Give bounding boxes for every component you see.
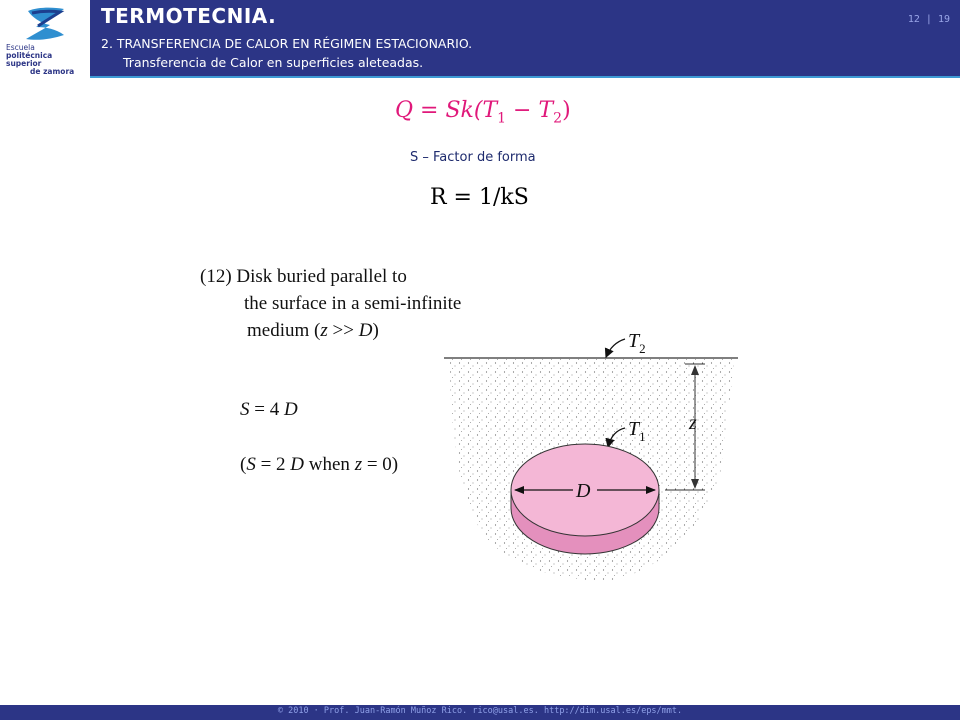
l3-mid: >> [327, 320, 359, 341]
label-t1: $T_1$ [628, 418, 646, 444]
shape-factor-surface-formula [240, 454, 398, 476]
page-number: 12 | 19 [907, 14, 950, 25]
logo-line-1: Escuela [6, 43, 35, 52]
l3-z: z [320, 320, 328, 341]
case-title-line-1: (12) Disk buried parallel to [200, 266, 407, 287]
resistance-equation: R = 1/kS [430, 185, 529, 210]
l3-d: D [358, 320, 373, 341]
logo-swoosh-icon [22, 5, 70, 45]
footer-credits: © 2010 · Prof. Juan-Ramón Muñoz Rico. rico@usal.es. http://dim.usal.es/eps/mmt. [277, 706, 683, 716]
case-title-line-3 [247, 320, 379, 342]
label-t2: $T_2$ [628, 330, 646, 356]
s2-d: D [290, 454, 305, 475]
s1-d: D [283, 399, 298, 420]
label-z: z [689, 412, 697, 434]
s2-when: when [304, 454, 355, 475]
course-title: TERMOTECNIA. [101, 4, 277, 28]
label-d: D [576, 480, 591, 502]
logo-line-3: de zamora [30, 67, 75, 76]
case-title-line-2: the surface in a semi-infinite [244, 293, 462, 314]
eq1-sub2: 2 [553, 110, 563, 127]
eq1-mid: − T [506, 98, 554, 123]
shape-factor-label: S – Factor de forma [410, 150, 536, 165]
logo-text [6, 44, 90, 76]
header-accent-line [90, 76, 960, 78]
s1-mid: = 4 [249, 399, 284, 420]
shape-factor-formula [240, 399, 298, 421]
eq1-main: Q = Sk(T [395, 98, 498, 123]
s2-z: z [354, 454, 363, 475]
s1-s: S [240, 399, 250, 420]
eq1-sub1: 1 [497, 110, 507, 127]
logo-line-2: politécnica superior [6, 51, 53, 68]
l3-pre: medium ( [247, 320, 321, 341]
s2-pre: ( [240, 454, 247, 475]
chapter-title: 2. TRANSFERENCIA DE CALOR EN RÉGIMEN ESTACIONARIO. [101, 36, 473, 51]
logo [0, 0, 90, 76]
s2-s: S [246, 454, 256, 475]
leader-t2 [606, 339, 625, 357]
s2-post: = 0) [362, 454, 399, 475]
l3-post: ) [372, 320, 379, 341]
eq1-end: ) [562, 98, 571, 123]
buried-disk-diagram [440, 325, 745, 585]
s2-mid: = 2 [255, 454, 291, 475]
heat-rate-equation [395, 98, 571, 126]
section-title: Transferencia de Calor en superficies aleteadas. [123, 55, 424, 70]
